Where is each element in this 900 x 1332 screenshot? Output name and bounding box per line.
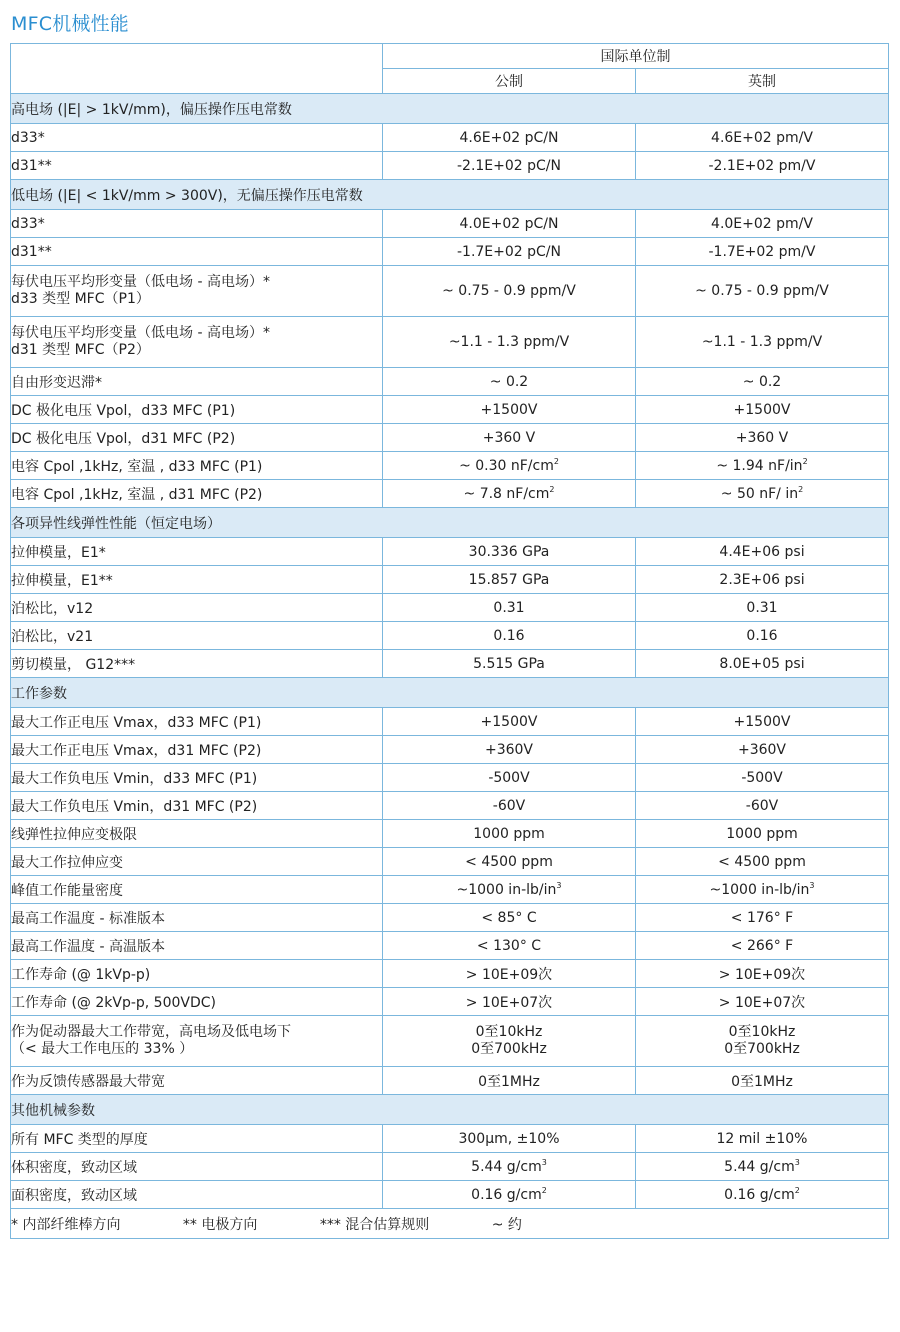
property-label: 拉伸模量，E1* (11, 538, 383, 566)
metric-value-text: 0至1MHz (478, 1073, 540, 1090)
metric-value (383, 538, 636, 566)
imperial-value (636, 368, 889, 396)
imperial-value-text: > 10E+09次 (718, 966, 806, 983)
property-label: 电容 Cpol ,1kHz, 室温 , d33 MFC (P1) (11, 452, 383, 480)
property-label: 体积密度，致动区域 (11, 1153, 383, 1181)
imperial-value-text: -1.7E+02 pm/V (708, 243, 816, 260)
table-row (11, 1153, 889, 1181)
imperial-value-text: 8.0E+05 psi (719, 655, 805, 672)
imperial-value (636, 1153, 889, 1181)
property-label: 剪切模量， G12*** (11, 650, 383, 678)
section-row (11, 508, 889, 538)
footnote-electrode-direction: ** 电极方向 (182, 1216, 258, 1233)
metric-value-text: 0.31 (493, 599, 525, 616)
unit-system-header: 国际单位制 (383, 44, 889, 69)
metric-value (383, 988, 636, 1016)
property-label: 拉伸模量，E1** (11, 566, 383, 594)
section-heading: 工作参数 (11, 678, 889, 708)
metric-value (383, 238, 636, 266)
imperial-value-text: ~ 0.2 (742, 373, 782, 390)
imperial-value (636, 1067, 889, 1095)
metric-value (383, 424, 636, 452)
imperial-value (636, 124, 889, 152)
imperial-value-text: 4.6E+02 pm/V (711, 129, 813, 146)
imperial-value (636, 152, 889, 180)
property-label: 最高工作温度 - 标准版本 (11, 904, 383, 932)
metric-value-text: < 85° C (481, 909, 537, 926)
metric-value-text: < 4500 ppm (465, 853, 553, 870)
property-label-line1: 作为促动器最大工作带宽，高电场及低电场下 (11, 1024, 291, 1040)
metric-value-text: 4.0E+02 pC/N (459, 215, 559, 232)
metric-value (383, 1153, 636, 1181)
imperial-value-text: < 4500 ppm (718, 853, 806, 870)
metric-value (383, 1125, 636, 1153)
metric-value-text: 15.857 GPa (468, 571, 550, 588)
table-row (11, 594, 889, 622)
imperial-value-superscript: 2 (794, 1185, 800, 1195)
metric-value (383, 708, 636, 736)
metric-value-text: ~ 0.2 (489, 373, 529, 390)
imperial-value-text: 4.0E+02 pm/V (711, 215, 813, 232)
imperial-value (636, 1125, 889, 1153)
metric-value-text: 0.16 g/cm (471, 1186, 542, 1203)
imperial-value-text: ~1.1 - 1.3 ppm/V (701, 334, 823, 350)
section-heading: 各项异性线弹性性能（恒定电场） (11, 508, 889, 538)
imperial-value (636, 480, 889, 508)
property-label: 峰值工作能量密度 (11, 876, 383, 904)
imperial-value-text: < 266° F (730, 937, 794, 954)
section-row (11, 94, 889, 124)
metric-value (383, 396, 636, 424)
imperial-value-text: -500V (741, 769, 783, 786)
footnote-row (11, 1209, 889, 1239)
metric-value (383, 480, 636, 508)
property-label: 工作寿命 (@ 2kVp-p, 500VDC) (11, 988, 383, 1016)
header-row (11, 44, 889, 69)
imperial-value (636, 452, 889, 480)
property-label: d33* (11, 210, 383, 238)
metric-value (383, 266, 636, 317)
metric-value (383, 594, 636, 622)
imperial-value (636, 960, 889, 988)
property-label: d33* (11, 124, 383, 152)
metric-value-text: < 130° C (476, 937, 542, 954)
metric-value (383, 452, 636, 480)
imperial-value (636, 876, 889, 904)
imperial-value-superscript: 3 (794, 1157, 800, 1167)
imperial-value (636, 424, 889, 452)
imperial-value-text: ~ 50 nF/ in (720, 485, 799, 502)
section-heading: 低电场 (|E| < 1kV/mm > 300V)，无偏压操作压电常数 (11, 180, 889, 210)
metric-value-text: +360 V (482, 429, 536, 446)
property-label: 最高工作温度 - 高温版本 (11, 932, 383, 960)
footnote-approx: ~ 约 (491, 1216, 522, 1233)
metric-value-text: +360V (484, 741, 534, 758)
table-row (11, 238, 889, 266)
imperial-value-text: 0至1MHz (731, 1073, 793, 1090)
imperial-value (636, 764, 889, 792)
imperial-value (636, 1016, 889, 1067)
metric-value-text: 300µm, ±10% (458, 1130, 560, 1147)
imperial-value-text: +360 V (735, 429, 789, 446)
metric-value-text: -500V (488, 769, 530, 786)
table-row (11, 538, 889, 566)
table-row (11, 317, 889, 368)
metric-value (383, 1016, 636, 1067)
imperial-value (636, 210, 889, 238)
table-row (11, 566, 889, 594)
section-heading: 高电场 (|E| > 1kV/mm)，偏压操作压电常数 (11, 94, 889, 124)
metric-value-text: > 10E+09次 (465, 966, 553, 983)
metric-header: 公制 (383, 69, 636, 94)
page-title: MFC机械性能 (11, 13, 129, 35)
metric-value (383, 1181, 636, 1209)
section-row (11, 1095, 889, 1125)
table-row (11, 736, 889, 764)
property-label: d31** (11, 152, 383, 180)
imperial-value-text: 12 mil ±10% (716, 1130, 808, 1147)
imperial-value (636, 396, 889, 424)
table-row (11, 1181, 889, 1209)
metric-value (383, 1067, 636, 1095)
table-row (11, 820, 889, 848)
table-row (11, 480, 889, 508)
table-row (11, 368, 889, 396)
metric-value (383, 792, 636, 820)
imperial-value-superscript: 2 (798, 484, 804, 494)
property-label: 工作寿命 (@ 1kVp-p) (11, 960, 383, 988)
table-row (11, 792, 889, 820)
property-label (11, 266, 383, 317)
imperial-value (636, 904, 889, 932)
metric-value-text: 30.336 GPa (468, 543, 550, 560)
imperial-value (636, 988, 889, 1016)
metric-value-text: 1000 ppm (473, 825, 545, 842)
property-label-line2: d33 类型 MFC（P1） (11, 291, 150, 307)
section-heading: 其他机械参数 (11, 1095, 889, 1125)
property-label: 所有 MFC 类型的厚度 (11, 1125, 383, 1153)
metric-value (383, 622, 636, 650)
metric-value-text: > 10E+07次 (465, 994, 553, 1011)
imperial-value-text: -60V (745, 797, 779, 814)
table-row (11, 210, 889, 238)
imperial-value (636, 622, 889, 650)
imperial-value-text: 2.3E+06 psi (719, 571, 805, 588)
metric-value-superscript: 2 (541, 1185, 547, 1195)
property-label: 最大工作负电压 Vmin，d33 MFC (P1) (11, 764, 383, 792)
imperial-value (636, 792, 889, 820)
imperial-value (636, 538, 889, 566)
metric-value-text: ~1.1 - 1.3 ppm/V (448, 334, 570, 350)
imperial-value (636, 848, 889, 876)
metric-value (383, 736, 636, 764)
imperial-value-text: 0.16 (746, 627, 778, 644)
section-row (11, 678, 889, 708)
imperial-value (636, 932, 889, 960)
section-row (11, 180, 889, 210)
property-label-line2: d31 类型 MFC（P2） (11, 342, 150, 358)
imperial-value-text: -2.1E+02 pm/V (708, 157, 816, 174)
imperial-value (636, 650, 889, 678)
metric-value (383, 764, 636, 792)
metric-value (383, 848, 636, 876)
imperial-value-text: +1500V (733, 401, 791, 418)
imperial-value-line2: 0至700kHz (724, 1041, 800, 1057)
imperial-value (636, 566, 889, 594)
imperial-value-line1: 0至10kHz (728, 1024, 796, 1040)
table-row (11, 708, 889, 736)
property-label: 最大工作拉伸应变 (11, 848, 383, 876)
metric-value (383, 932, 636, 960)
footnote-fiber-direction: * 内部纤维棒方向 (11, 1216, 121, 1233)
table-row (11, 396, 889, 424)
header-blank-cell (11, 44, 383, 94)
metric-value (383, 210, 636, 238)
metric-value (383, 650, 636, 678)
property-label: 泊松比，v21 (11, 622, 383, 650)
imperial-value-text: 5.44 g/cm (724, 1158, 795, 1175)
table-row (11, 1125, 889, 1153)
footnote-mixture-rule: *** 混合估算规则 (319, 1216, 430, 1233)
property-label: 自由形变迟滞* (11, 368, 383, 396)
table-row (11, 152, 889, 180)
metric-value-text: 4.6E+02 pC/N (459, 129, 559, 146)
imperial-value-text: < 176° F (730, 909, 794, 926)
imperial-value-text: 1000 ppm (726, 825, 798, 842)
property-label: 作为反馈传感器最大带宽 (11, 1067, 383, 1095)
metric-value (383, 820, 636, 848)
imperial-value-text: ~ 1.94 nF/in (716, 457, 803, 474)
imperial-value (636, 594, 889, 622)
imperial-value (636, 820, 889, 848)
imperial-value-text: 0.31 (746, 599, 778, 616)
property-label: 最大工作正电压 Vmax，d33 MFC (P1) (11, 708, 383, 736)
table-row (11, 622, 889, 650)
imperial-value (636, 708, 889, 736)
imperial-value-text: +1500V (733, 713, 791, 730)
metric-value-superscript: 3 (556, 880, 562, 890)
imperial-value-text: 4.4E+06 psi (719, 543, 805, 560)
table-row (11, 764, 889, 792)
metric-value-text: -60V (492, 797, 526, 814)
table-body (11, 94, 889, 1209)
imperial-value-text: ~1000 in-lb/in (709, 881, 810, 898)
metric-value-text: +1500V (480, 713, 538, 730)
metric-value (383, 904, 636, 932)
table-row (11, 650, 889, 678)
metric-value-text: 5.515 GPa (473, 655, 545, 672)
table-row (11, 1067, 889, 1095)
metric-value (383, 960, 636, 988)
metric-value (383, 566, 636, 594)
property-label (11, 1016, 383, 1067)
imperial-value-text: +360V (737, 741, 787, 758)
metric-value (383, 152, 636, 180)
property-label: 电容 Cpol ,1kHz, 室温 , d31 MFC (P2) (11, 480, 383, 508)
imperial-value-superscript: 2 (802, 456, 808, 466)
metric-value-text: -1.7E+02 pC/N (456, 243, 561, 260)
imperial-value (636, 736, 889, 764)
metric-value-text: ~ 0.75 - 0.9 ppm/V (442, 283, 576, 299)
imperial-value (636, 238, 889, 266)
metric-value (383, 317, 636, 368)
property-label-line1: 每伏电压平均形变量（低电场 - 高电场）* (11, 274, 270, 290)
property-label (11, 317, 383, 368)
metric-value (383, 124, 636, 152)
metric-value-text: ~1000 in-lb/in (456, 881, 557, 898)
property-label-line1: 每伏电压平均形变量（低电场 - 高电场）* (11, 325, 270, 341)
property-label: 线弹性拉伸应变极限 (11, 820, 383, 848)
imperial-value-text: > 10E+07次 (718, 994, 806, 1011)
imperial-value (636, 266, 889, 317)
table-row (11, 876, 889, 904)
property-label: 面积密度，致动区域 (11, 1181, 383, 1209)
property-label: 最大工作正电压 Vmax，d31 MFC (P2) (11, 736, 383, 764)
metric-value-text: 5.44 g/cm (471, 1158, 542, 1175)
metric-value-text: ~ 7.8 nF/cm (463, 485, 550, 502)
imperial-value (636, 317, 889, 368)
property-label: DC 极化电压 Vpol，d31 MFC (P2) (11, 424, 383, 452)
property-label-line2: （< 最大工作电压的 33% ） (11, 1041, 194, 1057)
property-label: 泊松比，v12 (11, 594, 383, 622)
imperial-value (636, 1181, 889, 1209)
metric-value (383, 876, 636, 904)
metric-value-text: 0.16 (493, 627, 525, 644)
table-row (11, 452, 889, 480)
table-row (11, 988, 889, 1016)
metric-value-superscript: 3 (541, 1157, 547, 1167)
imperial-value-text: ~ 0.75 - 0.9 ppm/V (695, 283, 829, 299)
metric-value-text: -2.1E+02 pC/N (456, 157, 561, 174)
imperial-header: 英制 (636, 69, 889, 94)
metric-value-text: ~ 0.30 nF/cm (459, 457, 554, 474)
metric-value (383, 368, 636, 396)
table-row (11, 848, 889, 876)
metric-value-text: +1500V (480, 401, 538, 418)
imperial-value-superscript: 3 (809, 880, 815, 890)
property-label: 最大工作负电压 Vmin，d31 MFC (P2) (11, 792, 383, 820)
table-row (11, 266, 889, 317)
property-label: d31** (11, 238, 383, 266)
table-row (11, 904, 889, 932)
property-label: DC 极化电压 Vpol，d33 MFC (P1) (11, 396, 383, 424)
metric-value-line1: 0至10kHz (475, 1024, 543, 1040)
metric-value-superscript: 2 (553, 456, 559, 466)
footnote-cell (11, 1209, 889, 1239)
table-row (11, 424, 889, 452)
table-row (11, 1016, 889, 1067)
metric-value-superscript: 2 (549, 484, 555, 494)
table-row (11, 124, 889, 152)
imperial-value-text: 0.16 g/cm (724, 1186, 795, 1203)
table-row (11, 960, 889, 988)
metric-value-line2: 0至700kHz (471, 1041, 547, 1057)
properties-table (10, 43, 889, 1239)
table-row (11, 932, 889, 960)
